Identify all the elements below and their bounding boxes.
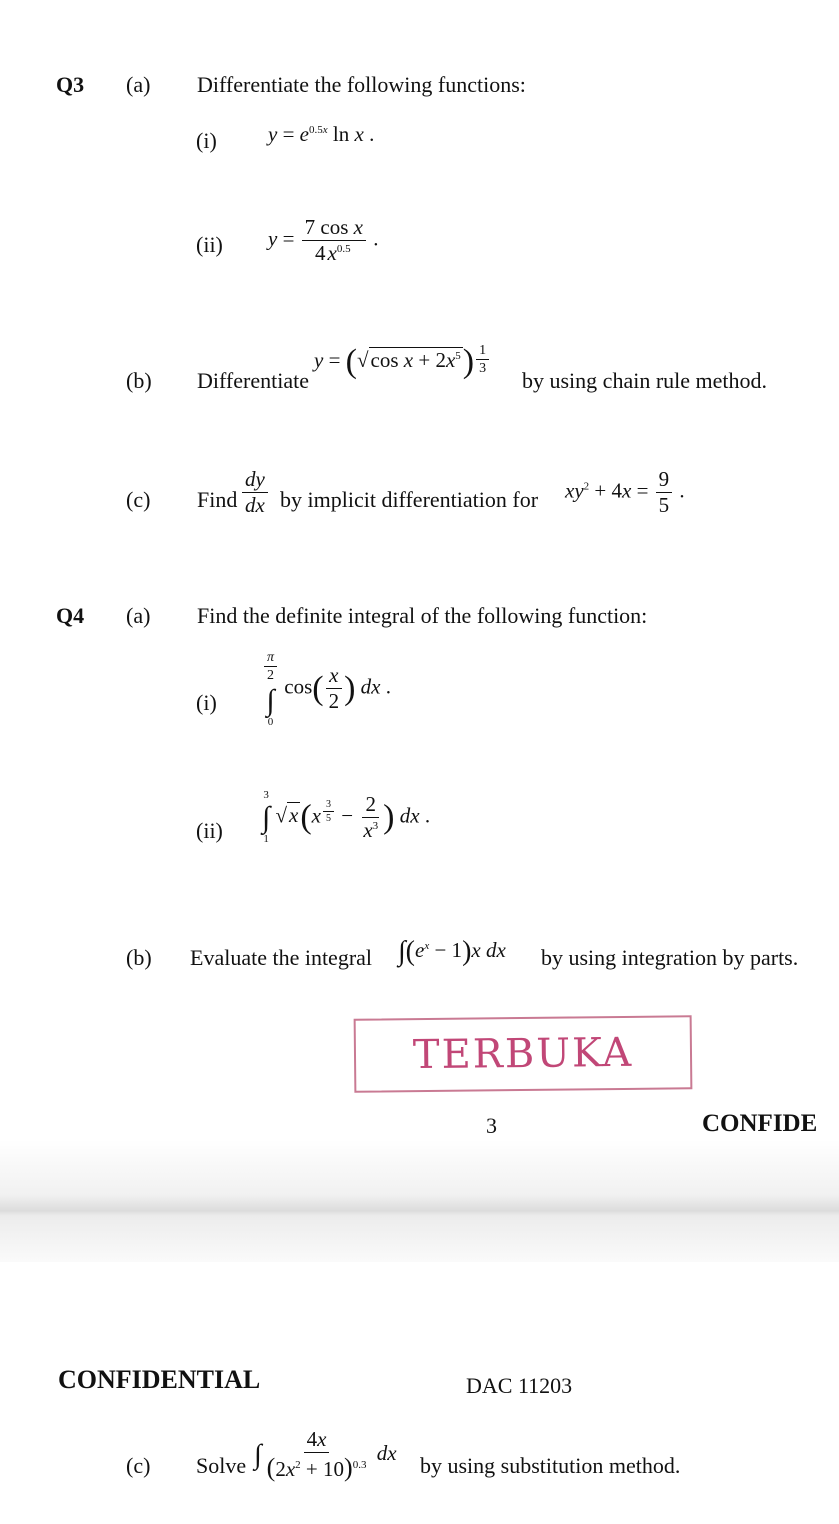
q4c-equation: ∫ $\frac{4x}{(2x^2 + 10)^{0.3}}$ dx: [254, 1427, 397, 1483]
q4c-post: by using substitution method.: [420, 1453, 681, 1478]
q3c-pre: Find: [197, 487, 238, 512]
q3c-mid: by implicit differentiation for: [280, 487, 539, 512]
course-code: DAC 11203: [466, 1373, 573, 1398]
q4a-label: (a): [126, 603, 151, 628]
q3-label: Q3: [56, 72, 85, 97]
q3b-pre: Differentiate: [197, 368, 309, 393]
q3b-label: (b): [126, 368, 152, 393]
q4b-post: by using integration by parts.: [541, 945, 799, 970]
q3b-equation: y = (√cos $x + 2x^5$) $\frac{1}{3}$: [314, 343, 491, 381]
page-number: 3: [486, 1113, 497, 1138]
page-break: [0, 1140, 839, 1262]
q3aii-equation: y = $\frac{\text{7 cos x}}{4x^{0.5}}$ .: [268, 215, 379, 266]
q3a-label: (a): [126, 72, 151, 97]
q4ai-label: (i): [196, 690, 217, 715]
q4b-label: (b): [126, 945, 152, 970]
q4b-equation: $\int(e^x - 1)x$ dx: [398, 936, 506, 967]
q4b-pre: Evaluate the integral: [190, 945, 373, 970]
q4c-label: (c): [126, 1453, 151, 1478]
q3c-dydx: $\frac{dy}{dx}$: [240, 468, 270, 517]
q3aii-label: (ii): [196, 232, 223, 257]
q3ai-label: (i): [196, 128, 217, 153]
q3c-equation: $xy^2 + 4x$ = $\frac{9}{5}$ .: [565, 467, 685, 518]
footer-confidential: CONFIDE: [702, 1110, 818, 1137]
q3c-label: (c): [126, 487, 151, 512]
q4aii-equation: 3 ∫ 1 √x(x $^{\frac{3}{5}}$ − $\frac{2}{x^3}$ ) dx .: [262, 789, 431, 845]
q4ai-equation: $\frac{\pi}{2}$ ∫ 0 cos( $\frac{x}{2}$ ) dx .: [262, 650, 391, 728]
q3a-text: Differentiate the following functions:: [197, 72, 526, 97]
q4c-pre: Solve: [196, 1453, 247, 1478]
q4aii-label: (ii): [196, 818, 223, 843]
q4a-text: Find the definite integral of the following function:: [197, 603, 648, 628]
q3ai-equation: $y = e^{0.5x}$ ln x .: [268, 122, 375, 146]
q3b-post: by using chain rule method.: [522, 368, 768, 393]
header-confidential: CONFIDENTIAL: [58, 1365, 261, 1394]
terbuka-stamp: TERBUKA: [354, 1015, 693, 1093]
q4-label: Q4: [56, 603, 85, 628]
